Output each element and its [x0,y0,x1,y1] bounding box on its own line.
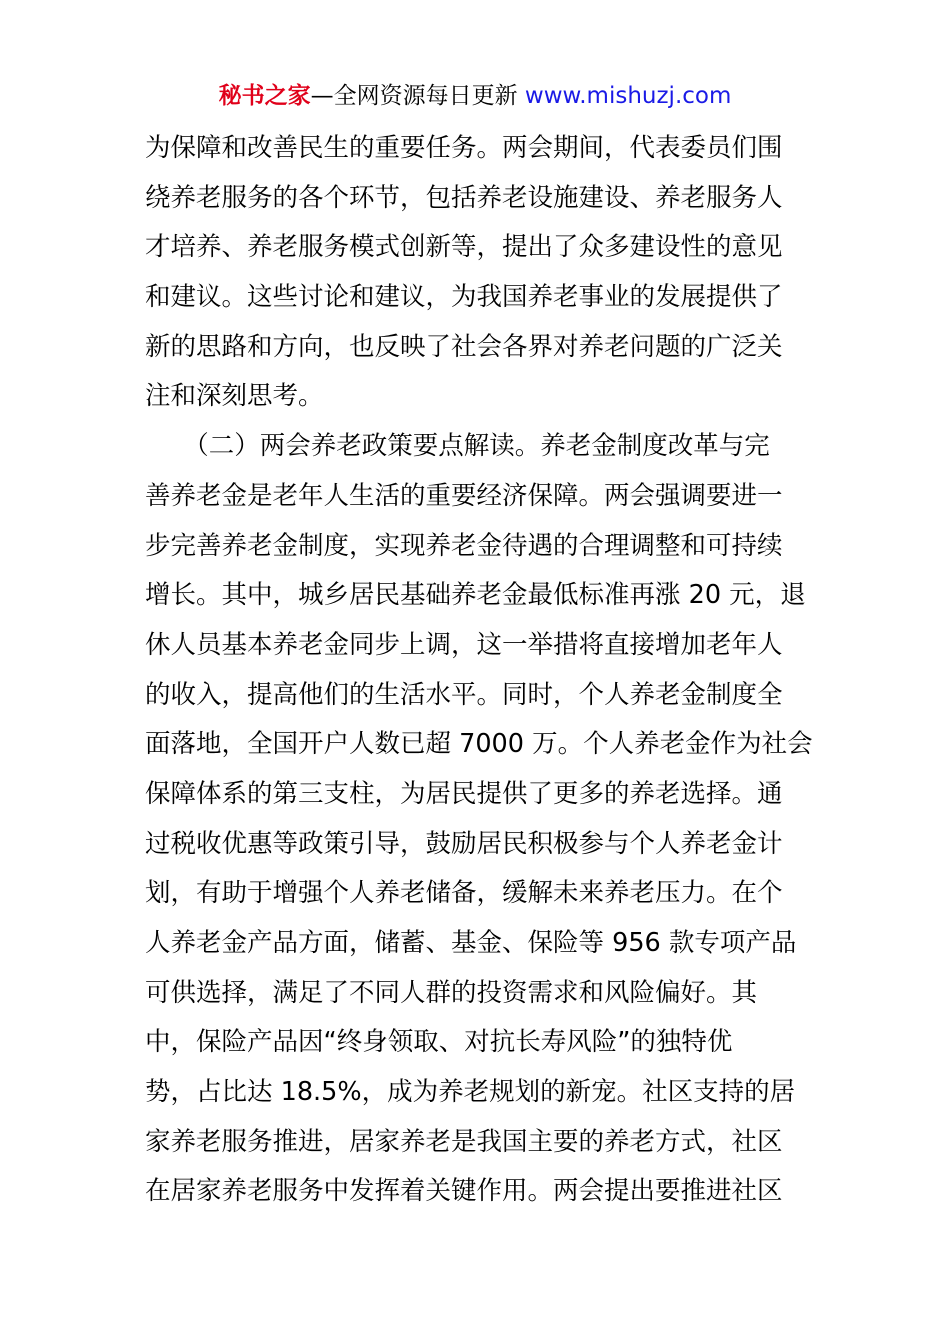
text-line: 为保障和改善民生的重要任务。两会期间，代表委员们围 [145,133,783,163]
text-line: 休人员基本养老金同步上调，这一举措将直接增加老年人 [145,629,783,660]
text-line: 中，保险产品因“终身领取、对抗长寿风险”的独特优 [145,1027,733,1058]
text-line: 绕养老服务的各个环节，包括养老设施建设、养老服务人 [145,182,783,213]
site-url-link[interactable]: www.mishuzj.com [524,83,732,109]
text-line: 才培养、养老服务模式创新等，提出了众多建设性的意见 [145,232,783,263]
text-line: 善养老金是老年人生活的重要经济保障。两会强调要进一 [145,480,783,511]
text-line: 家养老服务推进，居家养老是我国主要的养老方式，社区 [145,1126,783,1157]
document-body [145,124,813,1217]
text-line: 面落地，全国开户人数已超 7000 万。个人养老金作为社会 [145,729,813,760]
text-line: 的收入，提高他们的生活水平。同时，个人养老金制度全 [145,679,783,710]
text-line: 保障体系的第三支柱，为居民提供了更多的养老选择。通 [145,778,783,809]
site-header [0,80,950,112]
text-line: 划，有助于增强个人养老储备，缓解未来养老压力。在个 [145,878,783,909]
text-line: 和建议。这些讨论和建议，为我国养老事业的发展提供了 [145,282,783,313]
text-line: 步完善养老金制度，实现养老金待遇的合理调整和可持续 [145,530,783,561]
text-line: 在居家养老服务中发挥着关键作用。两会提出要推进社区 [145,1176,783,1207]
brand-name: 秘书之家 [218,83,311,109]
text-line: 势，占比达 18.5%，成为养老规划的新宠。社区支持的居 [145,1077,796,1108]
section-heading-line: （二）两会养老政策要点解读。养老金制度改革与完 [145,431,770,462]
text-line: 可供选择，满足了不同人群的投资需求和风险偏好。其 [145,977,758,1008]
text-line: 过税收优惠等政策引导，鼓励居民积极参与个人养老金计 [145,828,783,859]
text-line: 新的思路和方向，也反映了社会各界对养老问题的广泛关 [145,331,783,362]
header-tagline: —全网资源每日更新 [310,83,518,109]
text-line: 人养老金产品方面，储蓄、基金、保险等 956 款专项产品 [145,928,797,958]
text-line: 增长。其中，城乡居民基础养老金最低标准再涨 20 元，退 [145,580,806,611]
text-line: 注和深刻思考。 [145,381,324,412]
